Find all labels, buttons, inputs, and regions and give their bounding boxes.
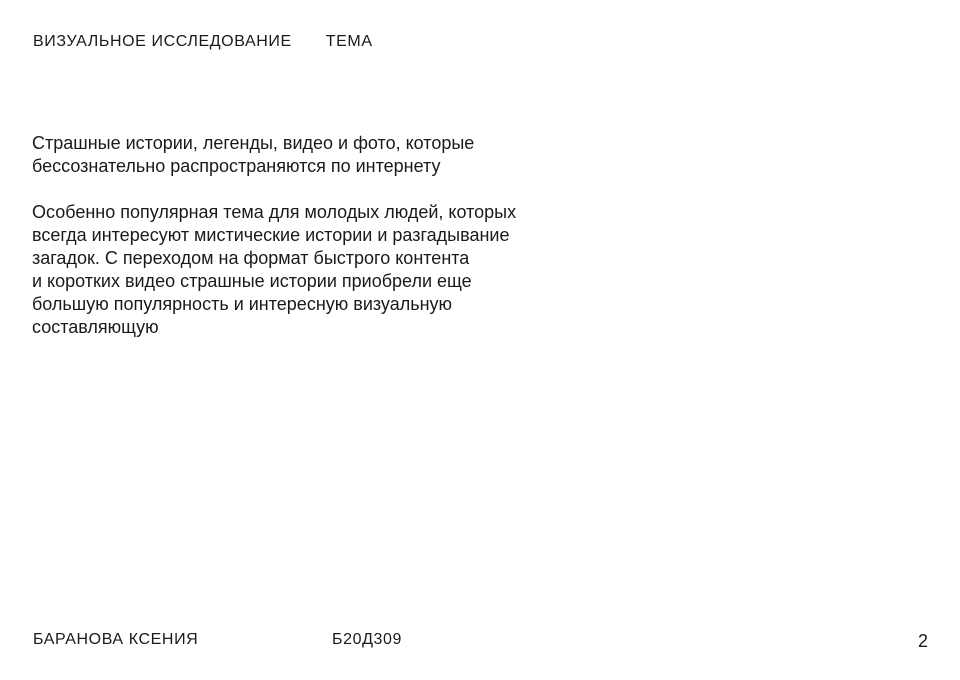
main-text xyxy=(32,132,652,362)
description-line: составляющую xyxy=(32,317,159,337)
intro-paragraph xyxy=(32,132,652,178)
page-footer xyxy=(33,631,928,653)
page-number: 2 xyxy=(917,631,928,651)
group-code: Б20Д309 xyxy=(332,631,403,648)
description-line: всегда интересуют мистические истории и разгадывание xyxy=(32,225,510,245)
description-line: и коротких видео страшные истории приобрели еще xyxy=(32,271,472,291)
description-line: большую популярность и интересную визуальную xyxy=(32,294,453,314)
intro-line: Страшные истории, легенды, видео и фото, которые xyxy=(32,133,475,153)
author-name: БАРАНОВА КСЕНИЯ xyxy=(33,631,199,648)
topic-title: ТЕМА xyxy=(325,33,373,50)
section-title: ВИЗУАЛЬНОЕ ИССЛЕДОВАНИЕ xyxy=(33,33,292,50)
page-header xyxy=(33,33,373,51)
description-paragraph xyxy=(32,201,652,339)
intro-line: бессознательно распространяются по интернету xyxy=(32,156,441,176)
description-line: Особенно популярная тема для молодых людей, которых xyxy=(32,202,517,222)
description-line: загадок. С переходом на формат быстрого контента xyxy=(32,248,470,268)
